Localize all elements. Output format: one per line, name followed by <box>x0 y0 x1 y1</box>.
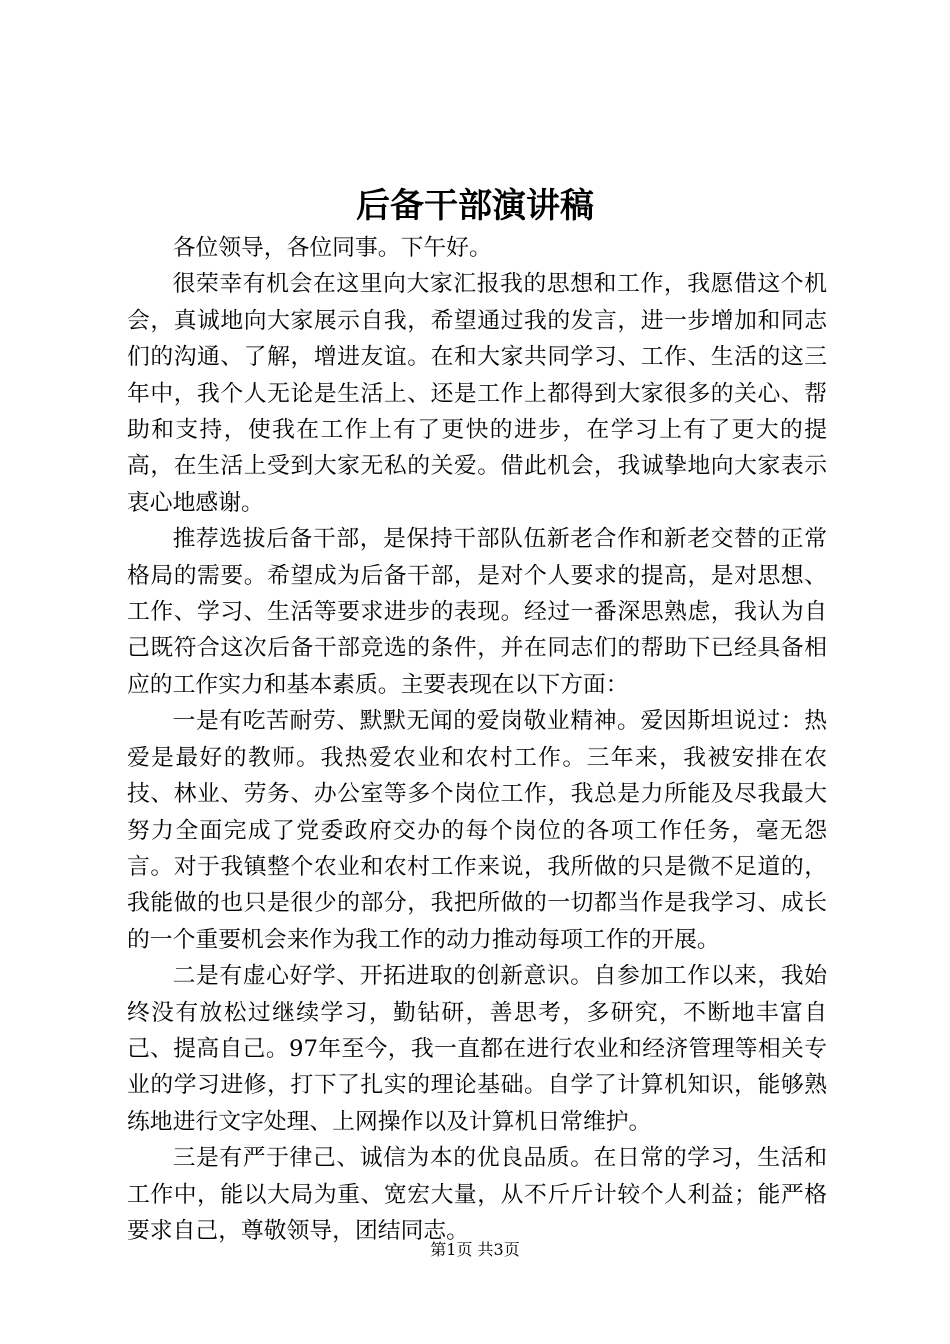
paragraph-greeting: 各位领导，各位同事。下午好。 <box>172 235 492 261</box>
paragraph-point-three: 三是有严于律己、诚信为本的优良品质。在日常的学习，生活和工作中，能以大局为重、宽宏大量，从不斤斤计较个人利益；能严格要求自己，尊敬领导，团结同志。 <box>127 1145 827 1244</box>
paragraph-point-two: 二是有虚心好学、开拓进取的创新意识。自参加工作以来，我始终没有放松过继续学习，勤钻研，善思考，多研究，不断地丰富自己、提高自己。97年至今，我一直都在进行农业和经济管理等相关专业的学习进修，打下了扎实的理论基础。自学了计算机知识，能够熟练地进行文字处理、上网操作以及计算机日常维护。 <box>127 963 827 1135</box>
paragraph-introduction: 很荣幸有机会在这里向大家汇报我的思想和工作，我愿借这个机会，真诚地向大家展示自我，希望通过我的发言，进一步增加和同志们的沟通、了解，增进友谊。在和大家共同学习、工作、生活的这三年中，我个人无论是生活上、还是工作上都得到大家很多的关心、帮助和支持，使我在工作上有了更快的进步，在学习上有了更大的提高，在生活上受到大家无私的关爱。借此机会，我诚挚地向大家表示衷心地感谢。 <box>127 271 827 516</box>
document-body <box>127 230 827 1249</box>
page-number-footer: 第1页 共3页 <box>430 1240 520 1259</box>
paragraph-motivation: 推荐选拔后备干部，是保持干部队伍新老合作和新老交替的正常格局的需要。希望成为后备干部，是对个人要求的提高，是对思想、工作、学习、生活等要求进步的表现。经过一番深思熟虑，我认为自己既符合这次后备干部竞选的条件，并在同志们的帮助下已经具备相应的工作实力和基本素质。主要表现在以下方面： <box>127 526 827 698</box>
paragraph-point-one: 一是有吃苦耐劳、默默无闻的爱岗敬业精神。爱因斯坦说过：热爱是最好的教师。我热爱农业和农村工作。三年来，我被安排在农技、林业、劳务、办公室等多个岗位工作，我总是力所能及尽我最大努力全面完成了党委政府交办的每个岗位的各项工作任务，毫无怨言。对于我镇整个农业和农村工作来说，我所做的只是微不足道的，我能做的也只是很少的部分，我把所做的一切都当作是我学习、成长的一个重要机会来作为我工作的动力推动每项工作的开展。 <box>127 708 827 953</box>
page-title: 后备干部演讲稿 <box>356 186 594 226</box>
